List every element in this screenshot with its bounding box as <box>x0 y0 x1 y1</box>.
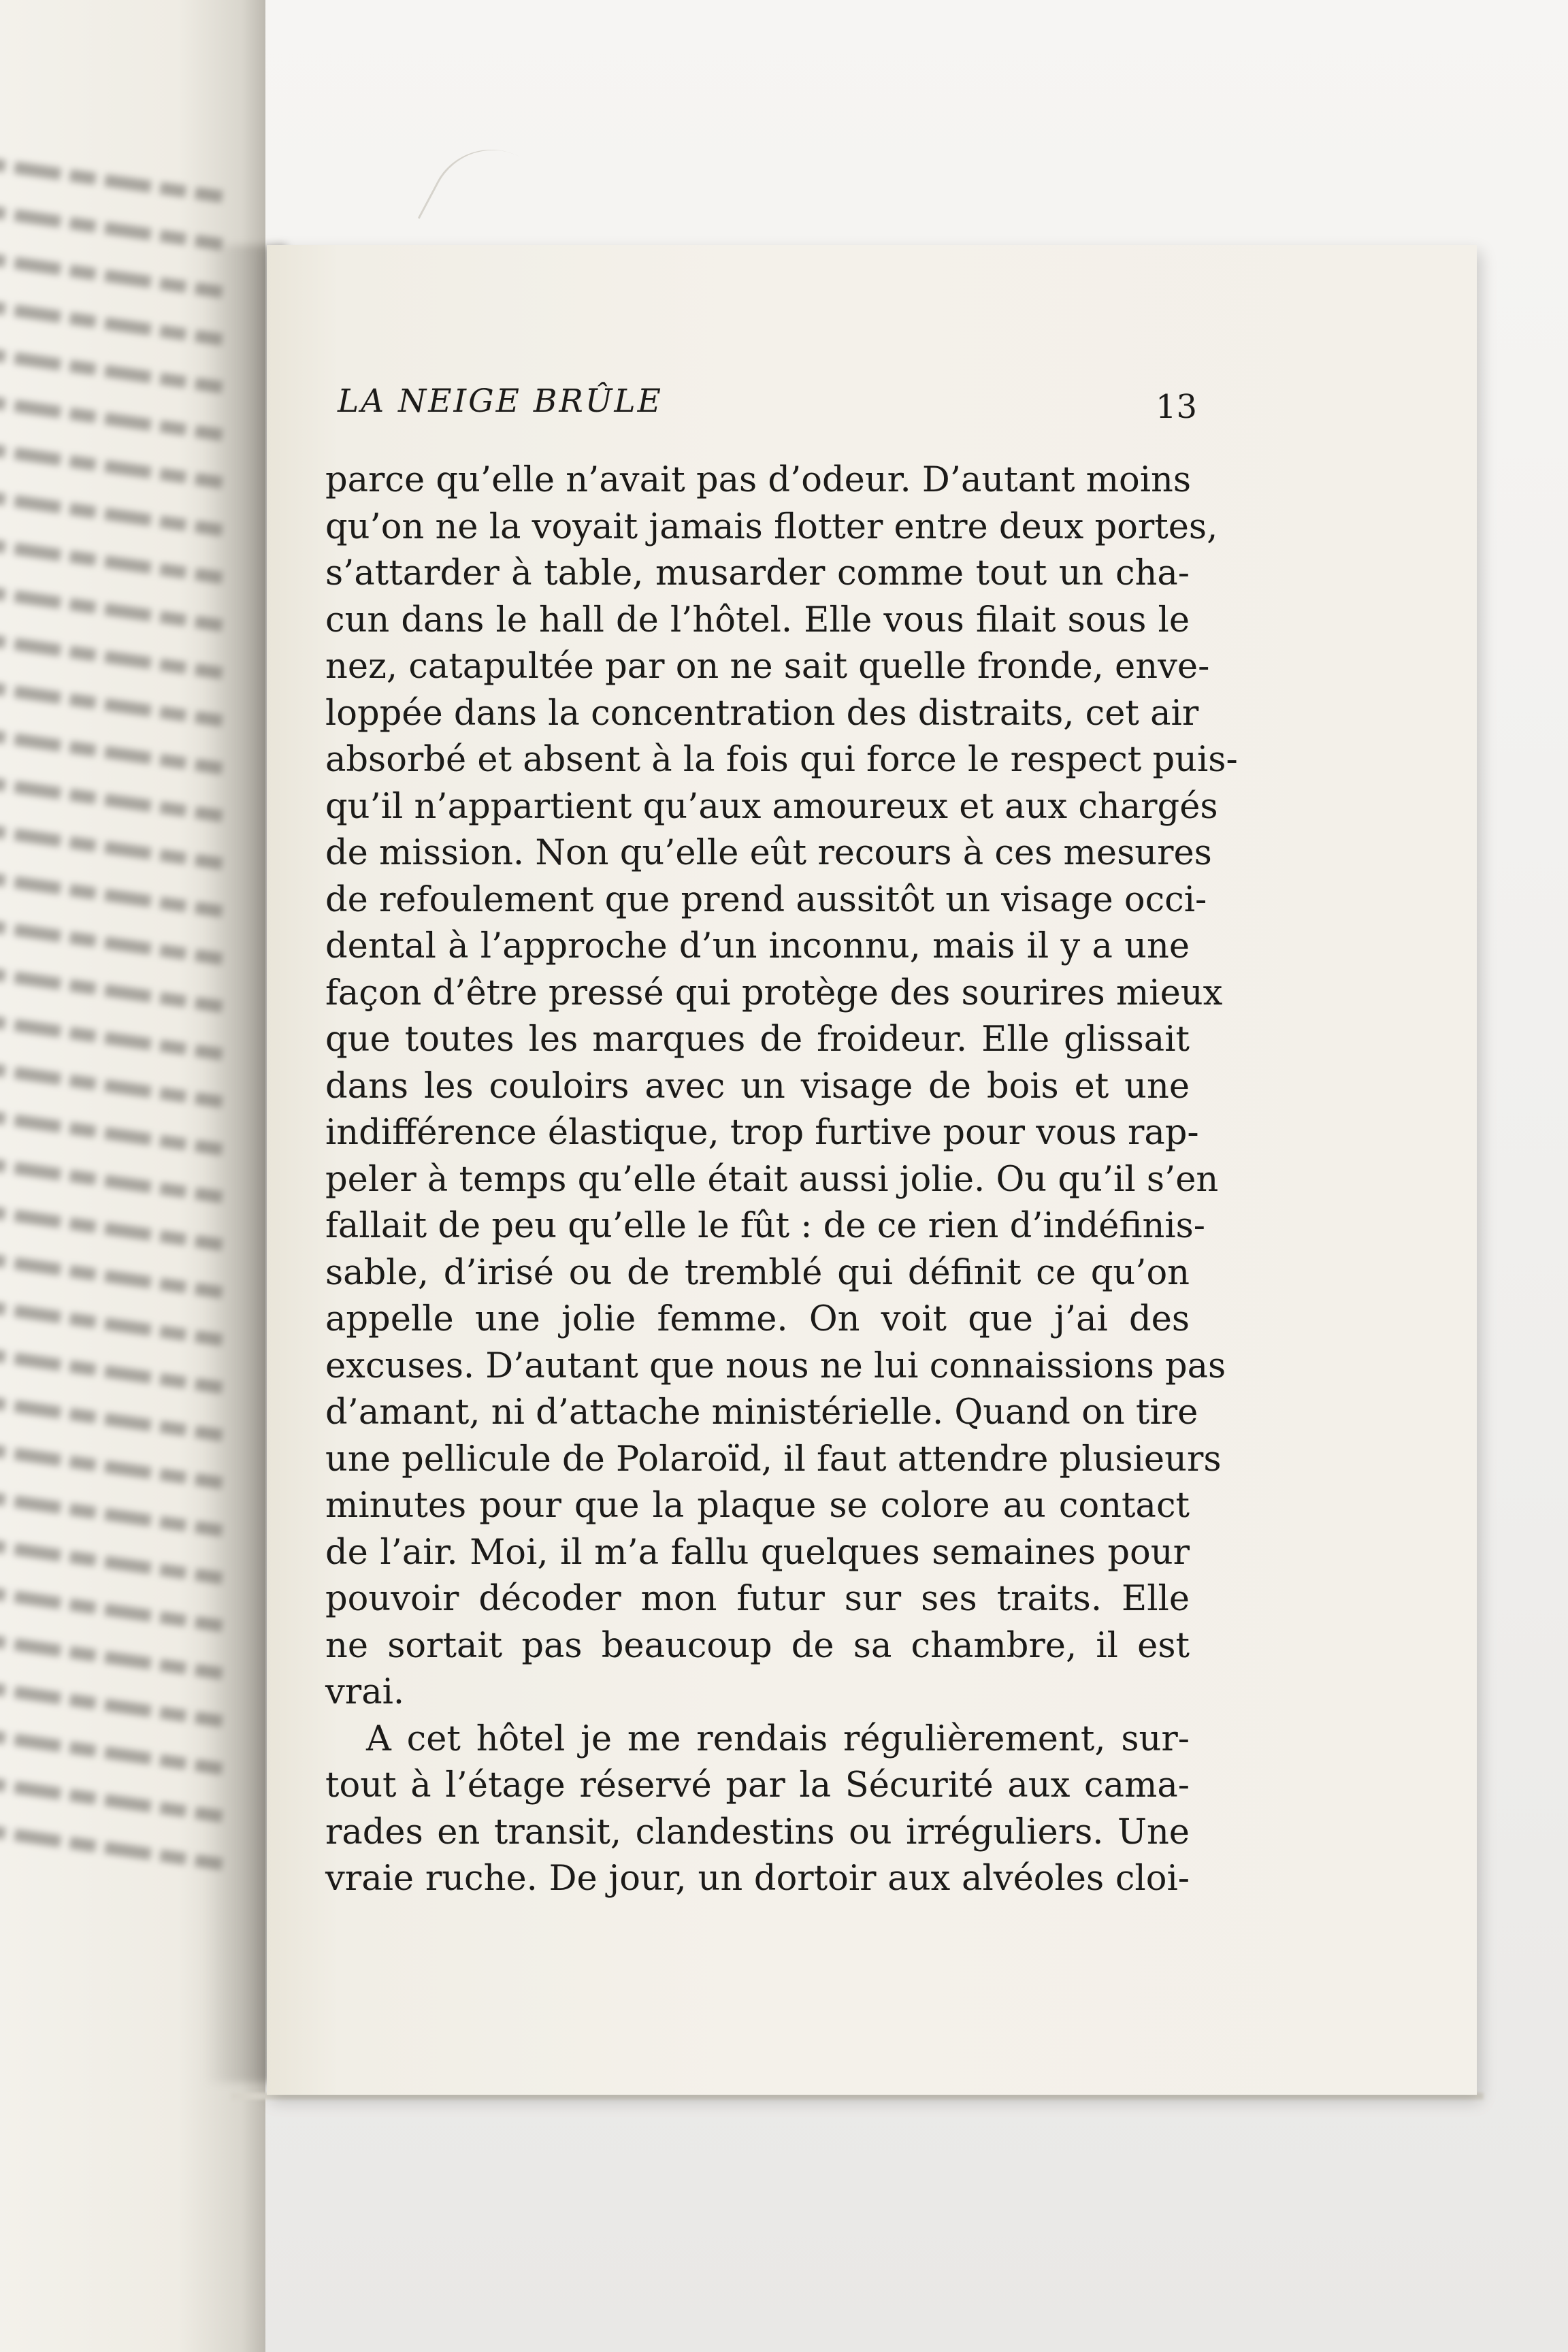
text-line: tout à l’étage réservé par la Sécurité aux cama- <box>325 1765 1190 1806</box>
text-line: appelle une jolie femme. On voit que j’ai des <box>325 1299 1190 1339</box>
text-line: vrai. <box>325 1672 405 1712</box>
text-line: de mission. Non qu’elle eût recours à ces mesures <box>325 833 1212 873</box>
text-line: vraie ruche. De jour, un dortoir aux alvéoles cloi- <box>325 1859 1190 1899</box>
facing-page-text-blur <box>0 157 225 1994</box>
text-line: de l’air. Moi, il m’a fallu quelques semaines pour <box>325 1532 1190 1573</box>
text-line: sable, d’irisé ou de tremblé qui définit ce qu’on <box>325 1252 1190 1293</box>
text-line: d’amant, ni d’attache ministérielle. Quand on tire <box>325 1392 1198 1433</box>
text-line: parce qu’elle n’avait pas d’odeur. D’autant moins <box>325 460 1192 500</box>
text-line: cun dans le hall de l’hôtel. Elle vous filait sous le <box>325 600 1190 640</box>
text-line: minutes pour que la plaque se colore au contact <box>325 1486 1190 1526</box>
text-line: qu’on ne la voyait jamais flotter entre deux portes, <box>325 506 1218 547</box>
text-line: fallait de peu qu’elle le fût : de ce rien d’indéfinis- <box>325 1206 1206 1246</box>
text-line: qu’il n’appartient qu’aux amoureux et aux chargés <box>325 786 1218 827</box>
text-line: loppée dans la concentration des distraits, cet air <box>325 693 1199 734</box>
text-line: peler à temps qu’elle était aussi jolie. Ou qu’il s’en <box>325 1159 1219 1200</box>
paragraph-start-line: A cet hôtel je me rendais régulièrement, sur- <box>366 1718 1190 1759</box>
text-line: excuses. D’autant que nous ne lui connaissions pas <box>325 1345 1226 1386</box>
running-head: LA NEIGE BRÛLE <box>338 382 663 420</box>
text-line: nez, catapultée par on ne sait quelle fronde, enve- <box>325 647 1210 687</box>
text-line: rades en transit, clandestins ou irréguliers. Une <box>325 1812 1190 1852</box>
text-line: façon d’être pressé qui protège des sourires mieux <box>325 973 1223 1013</box>
text-line: de refoulement que prend aussitôt un visage occi- <box>325 879 1207 920</box>
text-line: absorbé et absent à la fois qui force le respect puis- <box>325 740 1238 780</box>
text-line: s’attarder à table, musarder comme tout un cha- <box>325 553 1190 593</box>
page-number: 13 <box>1156 388 1198 426</box>
text-line: indifférence élastique, trop furtive pour vous rap- <box>325 1113 1199 1153</box>
text-line: dans les couloirs avec un visage de bois et une <box>325 1066 1190 1107</box>
text-line: que toutes les marques de froideur. Elle glissait <box>325 1019 1190 1060</box>
text-line: une pellicule de Polaroïd, il faut attendre plusieurs <box>325 1439 1222 1480</box>
text-line: pouvoir décoder mon futur sur ses traits. Elle <box>325 1579 1190 1619</box>
text-line: ne sortait pas beaucoup de sa chambre, il est <box>325 1625 1190 1666</box>
body-text <box>325 457 1238 1903</box>
text-line: dental à l’approche d’un inconnu, mais il y a une <box>325 926 1190 966</box>
